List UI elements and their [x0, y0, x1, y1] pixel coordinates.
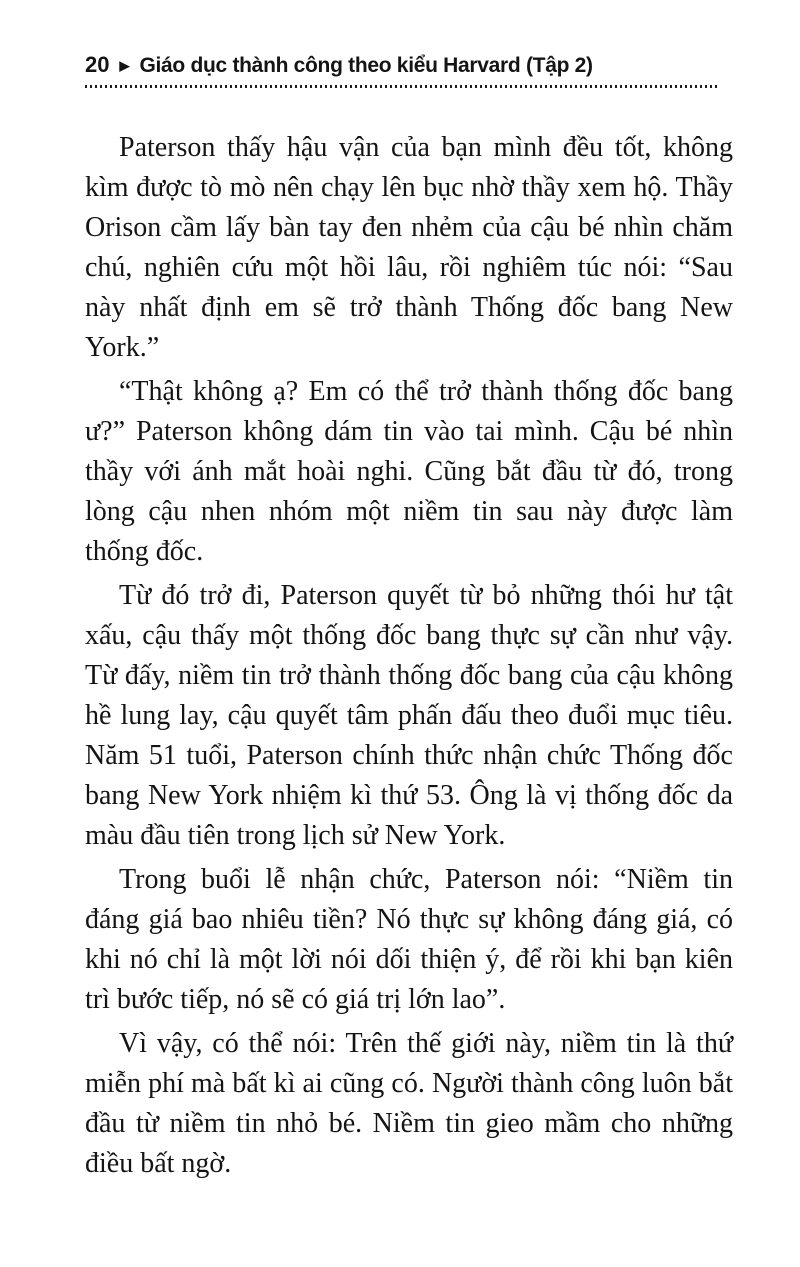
page-number: 20 [85, 52, 110, 77]
paragraph-5: Vì vậy, có thể nói: Trên thế giới này, niềm tin là thứ miễn phí mà bất kì ai cũng có. Người thành công luôn bắt đầu từ niềm tin nhỏ bé. Niềm tin gieo mầm cho những điều bất ngờ. [85, 1028, 733, 1179]
page-header [85, 52, 717, 88]
body-text [85, 128, 733, 1184]
dotted-divider [85, 85, 717, 88]
arrow-right-icon: ▶ [119, 58, 130, 73]
paragraph-3: Từ đó trở đi, Paterson quyết từ bỏ những thói hư tật xấu, cậu thấy một thống đốc bang thực sự cần như vậy. Từ đấy, niềm tin trở thành thống đốc bang của cậu không hề lung lay, cậu quyết tâm phấn đấu theo đuổi mục tiêu. Năm 51 tuổi, Paterson chính thức nhận chức Thống đốc bang New York nhiệm kì thứ 53. Ông là vị thống đốc da màu đầu tiên trong lịch sử New York. [85, 580, 733, 851]
running-head [85, 52, 717, 78]
book-title: Giáo dục thành công theo kiểu Harvard (Tập 2) [139, 54, 593, 77]
paragraph-4: Trong buổi lễ nhận chức, Paterson nói: “Niềm tin đáng giá bao nhiêu tiền? Nó thực sự không đáng giá, có khi nó chỉ là một lời nói dối thiện ý, để rồi khi bạn kiên trì bước tiếp, nó sẽ có giá trị lớn lao”. [85, 864, 733, 1015]
paragraph-2: “Thật không ạ? Em có thể trở thành thống đốc bang ư?” Paterson không dám tin vào tai mình. Cậu bé nhìn thầy với ánh mắt hoài nghi. Cũng bắt đầu từ đó, trong lòng cậu nhen nhóm một niềm tin sau này được làm thống đốc. [85, 376, 733, 567]
paragraph-1: Paterson thấy hậu vận của bạn mình đều tốt, không kìm được tò mò nên chạy lên bục nhờ thầy xem hộ. Thầy Orison cầm lấy bàn tay đen nhẻm của cậu bé nhìn chăm chú, nghiên cứu một hồi lâu, rồi nghiêm túc nói: “Sau này nhất định em sẽ trở thành Thống đốc bang New York.” [85, 132, 733, 363]
